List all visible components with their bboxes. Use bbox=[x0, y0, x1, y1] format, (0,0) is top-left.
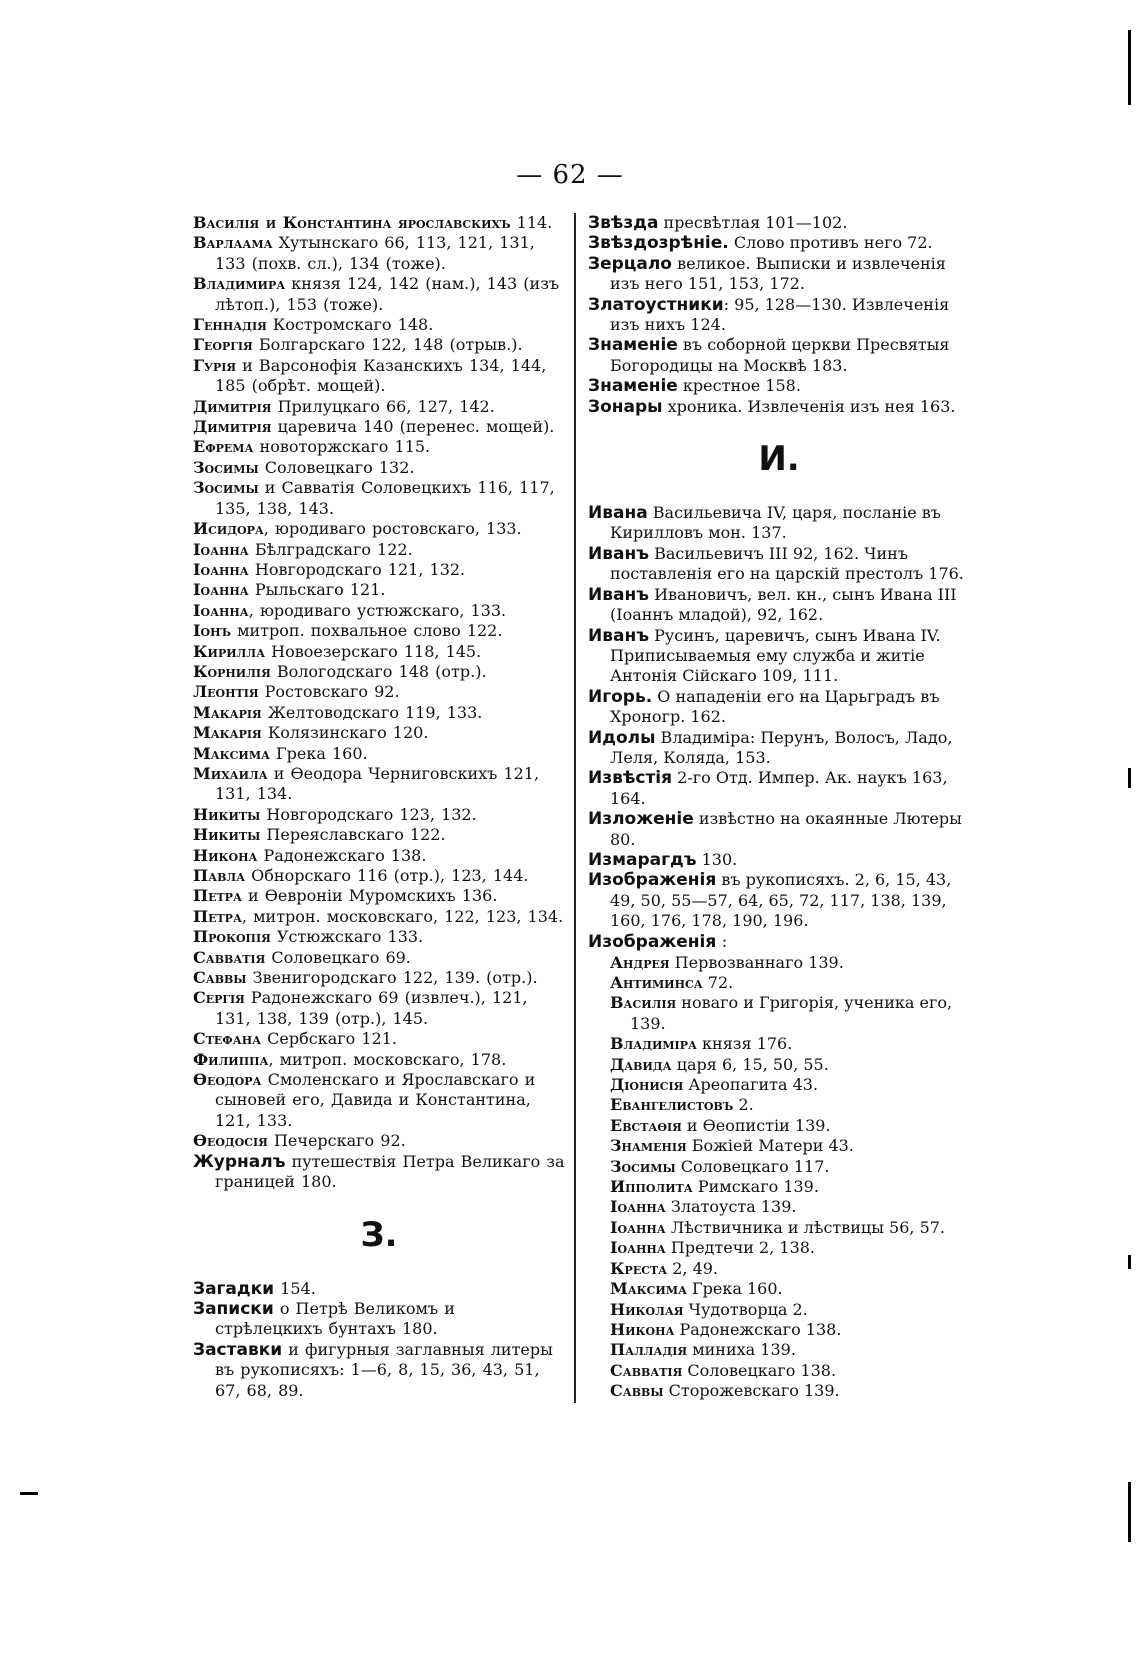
image-entry: Палладія миниха 139. bbox=[610, 1340, 796, 1360]
scan-margin-mark bbox=[1128, 768, 1131, 788]
scan-margin-mark bbox=[1128, 30, 1131, 105]
index-entry: Иванъ Русинъ, царевичъ, сынъ Ивана IV. Приписываемыя ему служба и житіе Антонія Сійскаго 109, 111. bbox=[588, 625, 941, 686]
scan-margin-mark bbox=[20, 1492, 38, 1495]
scan-margin-mark bbox=[1128, 1255, 1131, 1269]
index-entry: Кирилла Новоезерскаго 118, 145. bbox=[193, 641, 482, 661]
image-entry: Давида царя 6, 15, 50, 55. bbox=[610, 1054, 829, 1074]
image-entry: Креста 2, 49. bbox=[610, 1258, 719, 1278]
scan-margin-mark bbox=[1128, 1482, 1131, 1542]
image-entry: Евангелистовъ 2. bbox=[610, 1095, 754, 1115]
index-entry: Измарагдъ 130. bbox=[588, 849, 738, 870]
index-entry: Никона Радонежскаго 138. bbox=[193, 845, 427, 865]
image-entry: Іоанна Златоуста 139. bbox=[610, 1197, 797, 1217]
image-entry: Владиміра князя 176. bbox=[610, 1034, 793, 1054]
index-entry: Извѣстія 2-го Отд. Импер. Ак. наукъ 163, 164. bbox=[588, 768, 948, 808]
index-entry: Знаменіе крестное 158. bbox=[588, 376, 801, 397]
index-entry: Иванъ Васильевичъ III 92, 162. Чинъ поставленія его на царскій престолъ 176. bbox=[588, 543, 964, 584]
images-list bbox=[588, 953, 970, 1402]
index-entry: Зосимы и Савватія Соловецкихъ 116, 117, 135, 138, 143. bbox=[193, 478, 555, 518]
index-entry-zhurnal: Журналъ путешествія Петра Великаго за границей 180. bbox=[193, 1151, 565, 1192]
index-entry: Петра, митрон. московскаго, 122, 123, 134. bbox=[193, 906, 564, 926]
image-entry: Николая Чудотворца 2. bbox=[610, 1299, 808, 1319]
index-entry: Варлаама Хутынскаго 66, 113, 121, 131, 133 (похв. сл.), 134 (тоже). bbox=[193, 233, 535, 273]
image-entry: Савватія Соловецкаго 138. bbox=[610, 1360, 837, 1380]
index-entry: Игорь. О нападеніи его на Царьградъ въ Хроногр. 162. bbox=[588, 686, 940, 727]
index-entry: Зерцало великое. Выписки и извлеченія изъ него 151, 153, 172. bbox=[588, 253, 946, 294]
index-entry: Никиты Новгородскаго 123, 132. bbox=[193, 804, 477, 824]
index-entry: Савватія Соловецкаго 69. bbox=[193, 947, 411, 967]
index-entry: Геннадія Костромскаго 148. bbox=[193, 315, 434, 335]
image-entry: Ипполита Римскаго 139. bbox=[610, 1177, 819, 1197]
index-entry: Михаила и Өеодора Черниговскихъ 121, 131, 134. bbox=[193, 763, 540, 804]
index-entry: Исидора, юродиваго ростовскаго, 133. bbox=[193, 519, 522, 539]
image-entry: Діонисія Ареопагита 43. bbox=[610, 1075, 819, 1095]
image-entry: Василія новаго и Григорія, ученика его, 139. bbox=[610, 993, 953, 1033]
images-subheading: Изображенія : bbox=[588, 931, 728, 952]
continued-entries-list bbox=[193, 213, 565, 1193]
index-entry: Изображенія въ рукописяхъ. 2, 6, 15, 43, 49, 50, 55—57, 64, 65, 72, 117, 138, 139, 160, 176, 178, 190, 196. bbox=[588, 870, 952, 931]
left-column bbox=[193, 213, 565, 1401]
image-entry: Знаменія Божіей Матери 43. bbox=[610, 1136, 854, 1156]
image-entry: Іоанна Лѣствичника и лѣствицы 56, 57. bbox=[610, 1217, 946, 1237]
index-entry: Макарія Колязинскаго 120. bbox=[193, 723, 429, 743]
index-entry: Леонтія Ростовскаго 92. bbox=[193, 682, 400, 702]
index-entry: Өеодосія Печерскаго 92. bbox=[193, 1131, 406, 1151]
index-entry: Максима Грека 160. bbox=[193, 743, 368, 763]
index-entry: Ефрема новоторжскаго 115. bbox=[193, 437, 431, 457]
index-entry: Идолы Владиміра: Перунъ, Волосъ, Ладо, Леля, Коляда, 153. bbox=[588, 727, 953, 767]
index-entry: Стефана Сербскаго 121. bbox=[193, 1029, 397, 1049]
index-entry: Іоанна, юродиваго устюжскаго, 133. bbox=[193, 600, 507, 620]
section-letter-i: И. bbox=[758, 439, 800, 480]
section-z-entries bbox=[193, 1279, 565, 1401]
image-entry: Іоанна Предтечи 2, 138. bbox=[610, 1238, 816, 1258]
index-entry: Іоанна Бѣлградскаго 122. bbox=[193, 539, 413, 559]
index-entry: Изложеніе извѣстно на окаянные Лютеры 80. bbox=[588, 809, 962, 849]
index-entry: Василія и Константина ярославскихъ 114. bbox=[193, 213, 553, 232]
right-column bbox=[588, 213, 970, 1402]
index-entry: Павла Обнорскаго 116 (отр.), 123, 144. bbox=[193, 866, 529, 885]
index-entry: Знаменіе въ соборной церкви Пресвятыя Богородицы на Москвѣ 183. bbox=[588, 335, 950, 375]
image-entry: Максима Грека 160. bbox=[610, 1279, 783, 1299]
index-entry: Прокопія Устюжскаго 133. bbox=[193, 927, 424, 947]
column-divider bbox=[574, 213, 576, 1403]
index-entry: Корнилія Вологодскаго 148 (отр.). bbox=[193, 661, 487, 681]
index-entry: Ивана Васильевича IV, царя, посланіе въ Кирилловъ мон. 137. bbox=[588, 503, 941, 543]
image-entry: Андрея Первозваннаго 139. bbox=[610, 952, 844, 972]
index-entry: Өеодора Смоленскаго и Ярославскаго и сыновей его, Давида и Константина, 121, 133. bbox=[193, 1070, 536, 1130]
z-continued-entries bbox=[588, 213, 970, 417]
index-entry: Никиты Переяславскаго 122. bbox=[193, 825, 446, 845]
index-entry: Зосимы Соловецкаго 132. bbox=[193, 457, 415, 477]
index-entry: Димитрія царевича 140 (перенес. мощей). bbox=[193, 417, 555, 437]
index-entry: Іоанна Рыльскаго 121. bbox=[193, 580, 386, 600]
index-entry: Сергія Радонежскаго 69 (извлеч.), 121, 131, 138, 139 (отр.), 145. bbox=[193, 988, 528, 1028]
index-entry: Владимира князя 124, 142 (нам.), 143 (изъ лѣтоп.), 153 (тоже). bbox=[193, 274, 560, 314]
image-entry: Зосимы Соловецкаго 117. bbox=[610, 1156, 830, 1176]
index-entry: Георгія Болгарскаго 122, 148 (отрыв.). bbox=[193, 335, 523, 355]
index-entry: Макарія Желтоводскаго 119, 133. bbox=[193, 702, 483, 722]
index-entry: Гурія и Варсонофія Казанскихъ 134, 144, 185 (обрѣт. мощей). bbox=[193, 355, 547, 396]
index-entry: Златоустники: 95, 128—130. Извлеченія изъ нихъ 124. bbox=[588, 294, 950, 335]
index-entry: Иванъ Ивановичъ, вел. кн., сынъ Ивана III (Іоаннъ младой), 92, 162. bbox=[588, 584, 957, 625]
index-entry: Загадки 154. bbox=[193, 1278, 316, 1299]
index-entry: Іоанна Новгородскаго 121, 132. bbox=[193, 559, 466, 579]
index-entry: Саввы Звенигородскаго 122, 139. (отр.). bbox=[193, 968, 538, 988]
index-entry: Заставки и фигурныя заглавныя литеры въ рукописяхъ: 1—6, 8, 15, 36, 43, 51, 67, 68, 89. bbox=[193, 1339, 553, 1400]
section-letter-z: З. bbox=[360, 1214, 398, 1255]
image-entry: Евстаөія и Өеопистіи 139. bbox=[610, 1115, 831, 1135]
image-entry: Никона Радонежскаго 138. bbox=[610, 1319, 842, 1339]
index-entry: Зонары хроника. Извлеченія изъ нея 163. bbox=[588, 396, 956, 417]
index-entry: Записки о Петрѣ Великомъ и стрѣлецкихъ бунтахъ 180. bbox=[193, 1298, 455, 1339]
image-entry: Антиминса 72. bbox=[610, 973, 734, 992]
index-entry: Звѣзда пресвѣтлая 101—102. bbox=[588, 213, 848, 233]
index-entry: Іонъ митроп. похвальное слово 122. bbox=[193, 621, 503, 641]
index-entry: Филиппа, митроп. московскаго, 178. bbox=[193, 1049, 507, 1069]
index-entry: Димитрія Прилуцкаго 66, 127, 142. bbox=[193, 396, 495, 416]
image-entry: Саввы Сторожевскаго 139. bbox=[610, 1381, 840, 1401]
section-i-entries bbox=[588, 503, 970, 932]
page-number: — 62 — bbox=[516, 160, 624, 190]
index-entry: Петра и Өевроніи Муромскихъ 136. bbox=[193, 886, 498, 906]
index-entry: Звѣздозрѣніе. Слово противъ него 72. bbox=[588, 233, 933, 254]
